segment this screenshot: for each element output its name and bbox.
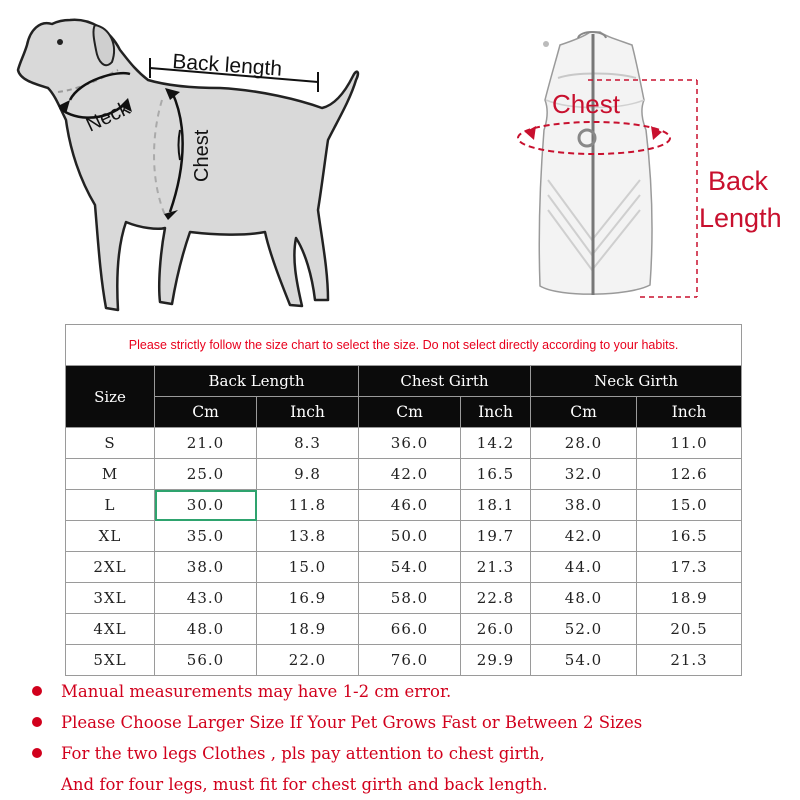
back-length-label: Back length xyxy=(171,50,283,81)
table-cell: 48.0 xyxy=(155,614,257,645)
note-item xyxy=(30,707,790,738)
vest-back-label-line1: Back xyxy=(708,166,769,196)
table-cell: 22.8 xyxy=(461,583,531,614)
size-cell: M xyxy=(66,459,155,490)
table-cell: 21.0 xyxy=(155,428,257,459)
table-cell: 50.0 xyxy=(359,521,461,552)
unit-header: Cm xyxy=(155,397,257,428)
table-row xyxy=(66,552,742,583)
table-cell: 54.0 xyxy=(531,645,637,676)
table-cell: 54.0 xyxy=(359,552,461,583)
size-notes xyxy=(30,676,790,800)
table-cell: 38.0 xyxy=(155,552,257,583)
back-length-header: Back Length xyxy=(155,366,359,397)
table-cell: 28.0 xyxy=(531,428,637,459)
note-item xyxy=(30,738,790,769)
table-cell: 20.5 xyxy=(637,614,742,645)
table-cell: 29.9 xyxy=(461,645,531,676)
table-cell: 8.3 xyxy=(257,428,359,459)
table-cell: 18.9 xyxy=(257,614,359,645)
note-item xyxy=(30,676,790,707)
selected-table-cell[interactable]: 30.0 xyxy=(155,490,257,521)
table-cell: 66.0 xyxy=(359,614,461,645)
table-cell: 9.8 xyxy=(257,459,359,490)
size-cell: 4XL xyxy=(66,614,155,645)
table-row xyxy=(66,583,742,614)
table-cell: 21.3 xyxy=(461,552,531,583)
table-row xyxy=(66,459,742,490)
size-cell: 2XL xyxy=(66,552,155,583)
bullet-icon xyxy=(32,748,42,758)
table-row xyxy=(66,521,742,552)
table-cell: 12.6 xyxy=(637,459,742,490)
table-cell: 56.0 xyxy=(155,645,257,676)
table-cell: 42.0 xyxy=(359,459,461,490)
table-cell: 44.0 xyxy=(531,552,637,583)
vest-back-label-line2: Length xyxy=(699,203,782,233)
table-cell: 16.5 xyxy=(637,521,742,552)
table-cell: 11.8 xyxy=(257,490,359,521)
size-cell: 3XL xyxy=(66,583,155,614)
table-cell: 52.0 xyxy=(531,614,637,645)
table-cell: 21.3 xyxy=(637,645,742,676)
table-cell: 46.0 xyxy=(359,490,461,521)
note-text: And for four legs, must fit for chest girth and back length. xyxy=(61,775,548,794)
unit-header: Inch xyxy=(257,397,359,428)
table-row xyxy=(66,428,742,459)
vest-chest-label: Chest xyxy=(552,89,620,119)
table-row xyxy=(66,645,742,676)
table-cell: 13.8 xyxy=(257,521,359,552)
size-header: Size xyxy=(66,366,155,428)
table-cell: 25.0 xyxy=(155,459,257,490)
table-cell: 17.3 xyxy=(637,552,742,583)
neck-label: Neck xyxy=(82,97,134,137)
bullet-icon xyxy=(32,717,42,727)
table-cell: 43.0 xyxy=(155,583,257,614)
size-cell: S xyxy=(66,428,155,459)
table-row xyxy=(66,490,742,521)
note-text: Please Choose Larger Size If Your Pet Grows Fast or Between 2 Sizes xyxy=(61,713,643,732)
size-cell: XL xyxy=(66,521,155,552)
size-notice: Please strictly follow the size chart to select the size. Do not select directly according to your habits. xyxy=(66,325,742,366)
measurement-illustrations xyxy=(0,0,800,320)
table-cell: 58.0 xyxy=(359,583,461,614)
table-cell: 11.0 xyxy=(637,428,742,459)
table-cell: 18.1 xyxy=(461,490,531,521)
table-cell: 19.7 xyxy=(461,521,531,552)
size-cell: L xyxy=(66,490,155,521)
note-text: Manual measurements may have 1-2 cm error. xyxy=(61,682,452,701)
table-cell: 26.0 xyxy=(461,614,531,645)
unit-header: Inch xyxy=(461,397,531,428)
dog-chest-label: Chest xyxy=(191,129,213,182)
table-cell: 16.5 xyxy=(461,459,531,490)
note-text: For the two legs Clothes , pls pay attention to chest girth, xyxy=(61,744,545,763)
table-cell: 36.0 xyxy=(359,428,461,459)
table-cell: 38.0 xyxy=(531,490,637,521)
table-cell: 15.0 xyxy=(637,490,742,521)
table-cell: 22.0 xyxy=(257,645,359,676)
neck-girth-header: Neck Girth xyxy=(531,366,742,397)
table-row xyxy=(66,614,742,645)
table-cell: 76.0 xyxy=(359,645,461,676)
table-cell: 48.0 xyxy=(531,583,637,614)
table-cell: 14.2 xyxy=(461,428,531,459)
chest-girth-header: Chest Girth xyxy=(359,366,531,397)
note-item-continued xyxy=(30,769,790,800)
size-chart-table xyxy=(65,324,742,676)
vest-product xyxy=(539,32,652,295)
unit-header: Inch xyxy=(637,397,742,428)
table-cell: 32.0 xyxy=(531,459,637,490)
table-cell: 18.9 xyxy=(637,583,742,614)
table-cell: 15.0 xyxy=(257,552,359,583)
table-cell: 42.0 xyxy=(531,521,637,552)
bullet-icon xyxy=(32,686,42,696)
size-cell: 5XL xyxy=(66,645,155,676)
table-cell: 16.9 xyxy=(257,583,359,614)
table-cell: 35.0 xyxy=(155,521,257,552)
unit-header: Cm xyxy=(359,397,461,428)
unit-header: Cm xyxy=(531,397,637,428)
